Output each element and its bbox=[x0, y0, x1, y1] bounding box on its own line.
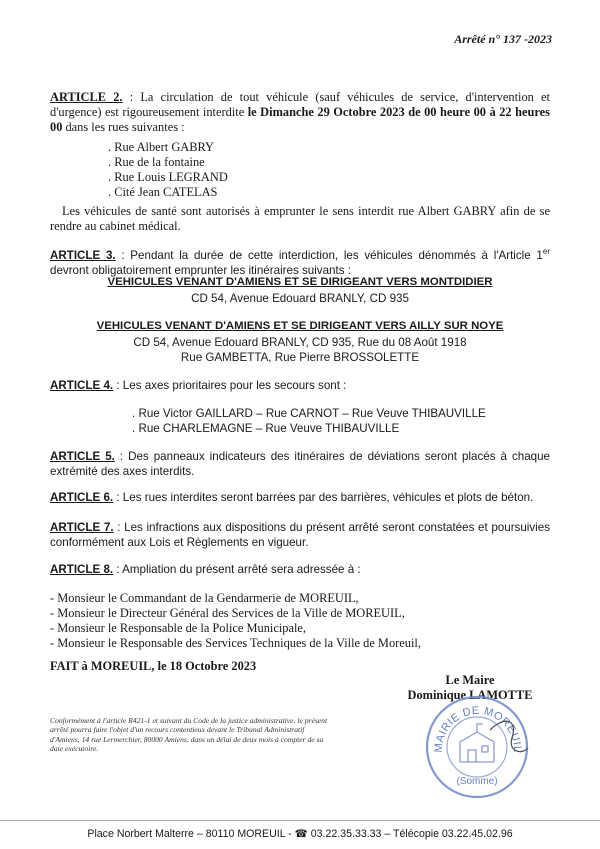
article-4 bbox=[50, 379, 346, 392]
article-6-text: : Les rues interdites seront barrées par des barrières, véhicules et plots de béton. bbox=[113, 491, 534, 504]
legal-notice: Conformément à l'article R421-1 et suivant du Code de la justice administrative, le présent arrêté pourra faire l'objet d'un recours contentieux devant le Tribunal Administratif d'Amiens, 14 rue Lermerchier, 80000 Amiens, dans un délai de deux mois à compter de sa date exécutoire. bbox=[50, 716, 328, 754]
route-1-line: CD 54, Avenue Edouard BRANLY, CD 935 bbox=[191, 292, 409, 305]
article-2-date: le Dimanche 29 Octobre 2023 de 00 heure 00 à 22 heures 00 bbox=[50, 105, 550, 134]
article-2 bbox=[50, 90, 550, 135]
article-7-label: ARTICLE 7. bbox=[50, 521, 114, 534]
list-item: . Cité Jean CATELAS bbox=[108, 185, 218, 199]
article-8-label: ARTICLE 8. bbox=[50, 563, 114, 576]
article-8 bbox=[50, 563, 361, 576]
article-2-label: ARTICLE 2. bbox=[50, 90, 123, 104]
list-item: . Rue Albert GABRY bbox=[108, 140, 215, 154]
article-3 bbox=[50, 244, 550, 278]
recipient-list bbox=[50, 591, 421, 651]
street-list bbox=[108, 140, 228, 200]
article-5 bbox=[50, 449, 550, 479]
article-3-sup: er bbox=[542, 247, 550, 256]
article-2-text-b: dans les rues suivantes : bbox=[62, 120, 185, 134]
signature-name: Dominique LAMOTTE bbox=[407, 688, 533, 702]
article-6 bbox=[50, 491, 533, 504]
article-6-label: ARTICLE 6. bbox=[50, 491, 114, 504]
list-item: . Rue Louis LEGRAND bbox=[108, 170, 228, 184]
article-4-label: ARTICLE 4. bbox=[50, 379, 114, 392]
axis-2: . Rue CHARLEMAGNE – Rue Veuve THIBAUVILLE bbox=[132, 422, 400, 435]
list-item: - Monsieur le Responsable de la Police Municipale, bbox=[50, 621, 307, 635]
footer-address: Place Norbert Malterre – 80110 MOREUIL - ☎ 03.22.35.33.33 – Télécopie 03.22.45.02.96 bbox=[87, 828, 513, 840]
route-2-line-2: Rue GAMBETTA, Rue Pierre BROSSOLETTE bbox=[180, 351, 420, 364]
list-item: . Rue de la fontaine bbox=[108, 155, 205, 169]
route-2-line-1: CD 54, Avenue Edouard BRANLY, CD 935, Rue du 08 Août 1918 bbox=[133, 336, 467, 349]
svg-text:MAIRIE DE MOREUIL bbox=[433, 705, 523, 753]
article-8-text: : Ampliation du présent arrêté sera adressée à : bbox=[113, 563, 361, 576]
article-3-text-b: devront obligatoirement emprunter les itinéraires suivants : bbox=[50, 263, 351, 277]
article-2-text-a: : La circulation de tout véhicule (sauf véhicules de service, d'intervention et d'urgence) est rigoureusement interdite bbox=[50, 90, 550, 119]
article-2-note: Les véhicules de santé sont autorisés à emprunter le sens interdit rue Albert GABRY afin de se rendre au cabinet médical. bbox=[50, 204, 550, 233]
decree-number: Arrêté n° 137 -2023 bbox=[454, 32, 552, 46]
article-5-label: ARTICLE 5. bbox=[50, 450, 115, 463]
article-4-text: : Les axes prioritaires pour les secours sont : bbox=[113, 379, 347, 392]
route-1-title: VEHICULES VENANT D'AMIENS ET SE DIRIGEANT VERS MONTDIDIER bbox=[107, 276, 493, 288]
place-date: FAIT à MOREUIL, le 18 Octobre 2023 bbox=[50, 659, 257, 673]
footer-divider bbox=[0, 820, 600, 821]
route-2-title: VEHICULES VENANT D'AMIENS ET SE DIRIGEANT VERS AILLY SUR NOYE bbox=[96, 320, 504, 332]
article-7 bbox=[50, 520, 550, 550]
list-item: - Monsieur le Commandant de la Gendarmerie de MOREUIL, bbox=[50, 591, 359, 605]
axis-1: . Rue Victor GAILLARD – Rue CARNOT – Rue Veuve THIBAUVILLE bbox=[132, 407, 486, 420]
article-3-text-a: : Pendant la durée de cette interdiction, les véhicules dénommés à l'Article 1 bbox=[115, 248, 543, 262]
mairie-seal bbox=[420, 690, 535, 805]
signature-title: Le Maire bbox=[445, 673, 495, 687]
article-7-text: : Les infractions aux dispositions du présent arrêté seront constatées et poursuivies conformément aux Lois et Règlements en vigueur. bbox=[50, 521, 550, 549]
list-item: - Monsieur le Responsable des Services Techniques de la Ville de Moreuil, bbox=[50, 636, 421, 650]
seal-text-top: MAIRIE DE MOREUIL bbox=[432, 704, 524, 753]
article-5-text: : Des panneaux indicateurs des itinéraires de déviations seront placés à chaque extrémité des axes interdits. bbox=[50, 450, 550, 478]
seal-text-bottom: (Somme) bbox=[456, 776, 498, 787]
building-icon bbox=[460, 724, 494, 762]
article-3-label: ARTICLE 3. bbox=[50, 248, 116, 262]
list-item: - Monsieur le Directeur Général des Services de la Ville de MOREUIL, bbox=[50, 606, 405, 620]
